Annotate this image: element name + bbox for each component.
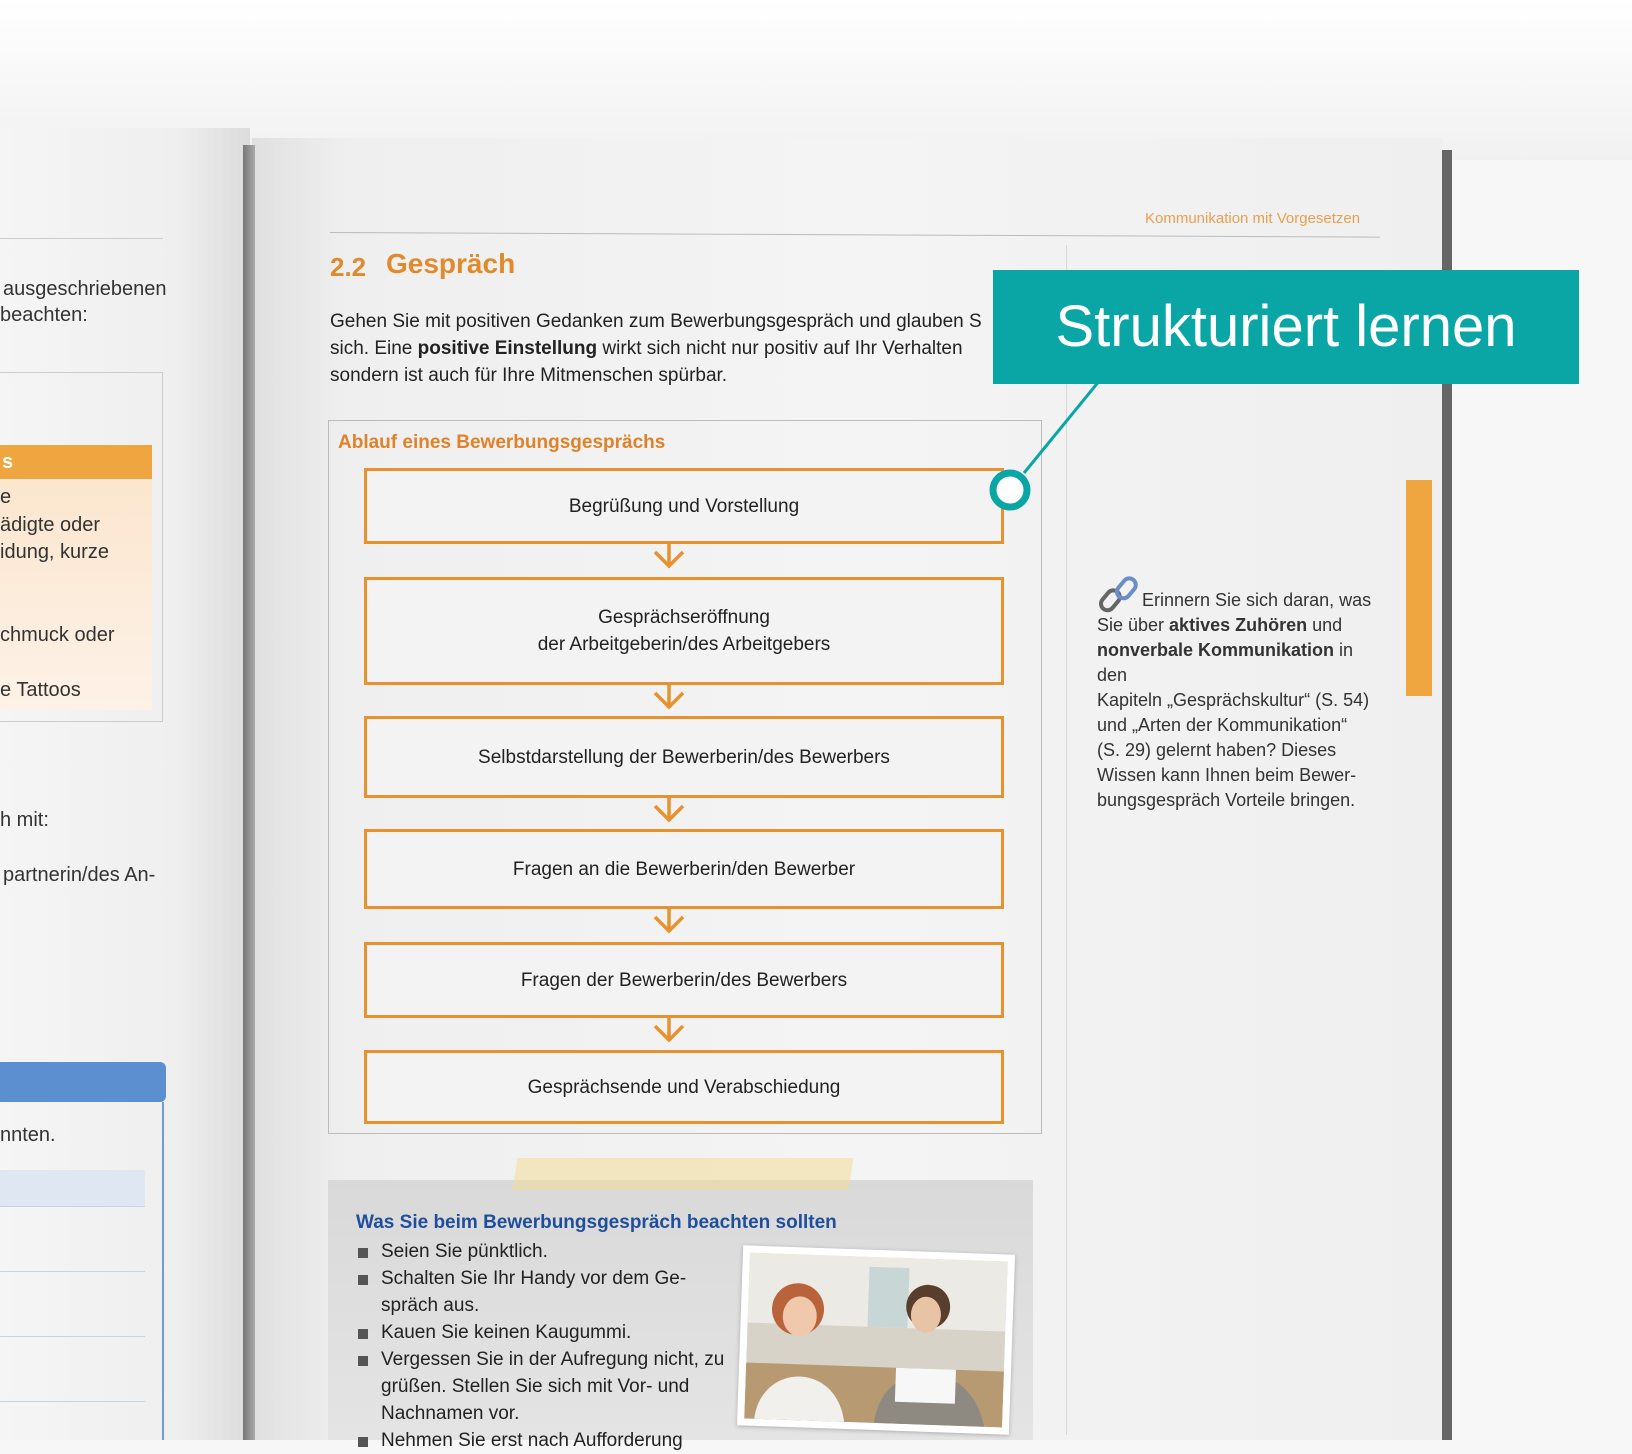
left-text-line: ausgeschriebenen [3,278,167,300]
process-step-label: Selbstdarstellung der Bewerberin/des Bewerbers [478,746,890,768]
tips-title: Was Sie beim Bewerbungsgespräch beachten sollten [356,1212,837,1233]
left-text-line: beachten: [0,304,88,326]
interview-photo-image [744,1253,1008,1428]
left-text-line: idung, kurze [0,541,109,563]
intro-line: sondern ist auch für Ihre Mitmenschen spürbar. [330,365,728,386]
diagram-title: Ablauf eines Bewerbungsgesprächs [338,432,666,453]
interview-photo [737,1245,1015,1434]
intro-text: wirkt sich nicht nur positiv auf Ihr Verhalten [597,338,963,359]
left-text-line: h mit: [0,809,49,831]
note-bold: nonverbale Kommunikation [1097,640,1335,660]
note-bold: aktives Zuhören [1169,615,1308,635]
process-step-label: Begrüßung und Vorstellung [568,495,800,517]
list-item: Kauen Sie keinen Kaugummi. [356,1319,726,1346]
list-item: Vergessen Sie in der Aufregung nicht, zu grüßen. Stellen Sie sich mit Vor- und Nachnamen vor. [356,1346,726,1427]
left-text-line: e Tattoos [0,679,81,701]
note-text: und [1307,615,1343,635]
list-item: Schalten Sie Ihr Handy vor dem Ge-spräch aus. [356,1265,726,1319]
tips-list [356,1238,726,1454]
note-text: Wissen kann Ihnen beim Bewer- [1097,765,1357,785]
note-text: Sie über [1097,615,1170,635]
note-text: in den [1097,640,1354,685]
intro-line: Gehen Sie mit positiven Gedanken zum Bewerbungsgespräch und glauben S [330,311,982,332]
process-step-label: Fragen der Bewerberin/des Bewerbers [520,969,848,991]
left-text-line: nnten. [0,1124,56,1146]
list-item: Nehmen Sie erst nach Aufforderung [356,1427,726,1454]
process-step-label: der Arbeitgeberin/des Arbeitgebers [537,634,831,655]
tape-strip [513,1158,853,1190]
note-text: und „Arten der Kommunikation“ [1097,715,1348,735]
note-text: (S. 29) gelernt haben? Dieses [1097,740,1337,760]
process-step-label: Gesprächseröffnung [598,607,770,628]
left-text-line: e [0,486,12,508]
left-text-line: chmuck oder [0,624,115,646]
note-text: Kapiteln „Gesprächskultur“ (S. 54) [1097,690,1370,710]
intro-bold: positive Einstellung [417,338,598,359]
note-text: Erinnern Sie sich daran, was [1142,590,1372,610]
section-title: Gespräch [386,248,516,279]
process-step-label: Gesprächsende und Verabschiedung [527,1076,841,1098]
process-step-label: Fragen an die Bewerberin/den Bewerber [512,858,856,880]
page-tab-marker [1406,480,1432,696]
sidebar-note [1097,588,1387,813]
section-number: 2.2 [330,252,367,282]
left-text-line: ädigte oder [0,514,101,536]
callout-marker-icon [993,473,1027,507]
list-item: Seien Sie pünktlich. [356,1238,726,1265]
intro-text: sich. Eine [330,338,418,359]
callout-banner: Strukturiert lernen [993,270,1579,384]
running-head: Kommunikation mit Vorgesetzen [1145,210,1361,227]
left-orange-header: s [0,445,152,479]
left-text-line: partnerin/des An- [3,864,156,886]
note-text: bungsgespräch Vorteile bringen. [1097,790,1356,810]
